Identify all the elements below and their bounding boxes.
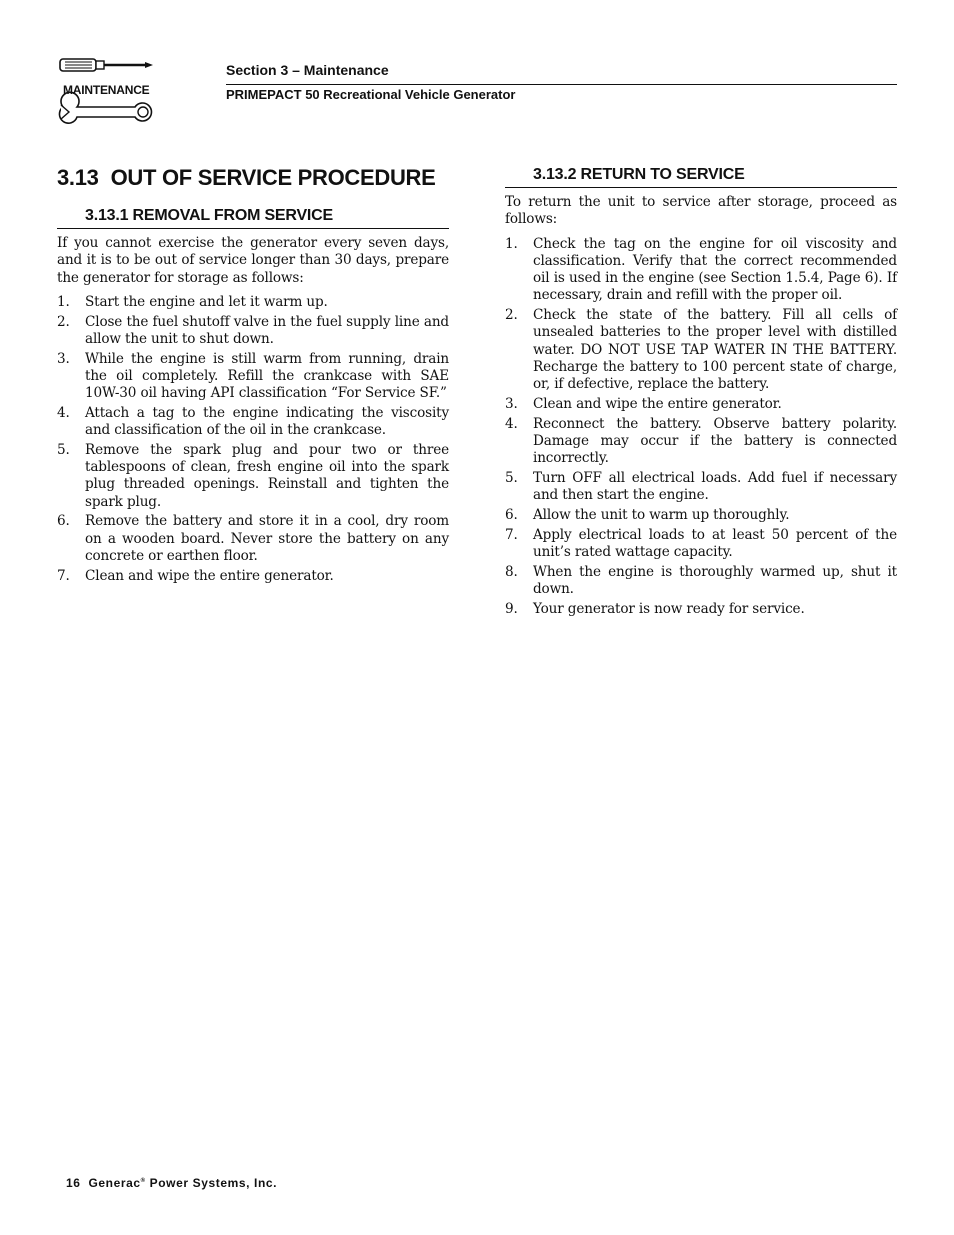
list-item: 6. Remove the battery and store it in a cool, dry room on a wooden board. Never store the battery on any concrete or earthen floor. [57, 513, 449, 564]
section-title: Section 3 – Maintenance [226, 62, 389, 78]
list-item: 2. Close the fuel shutoff valve in the fuel supply line and allow the unit to shut down. [57, 313, 449, 347]
heading-number: 3.13 [57, 165, 99, 190]
page-number: 16 [66, 1176, 81, 1190]
logo-label: MAINTENANCE [63, 83, 150, 97]
heading-title: OUT OF SERVICE PROCEDURE [110, 165, 436, 190]
list-item: 2. Check the state of the battery. Fill all cells of unsealed batteries to the proper level with distilled water. DO NOT USE TAP WATER IN THE BATTERY. Recharge the battery to 100 percent state of charge, or, if defective, replace the battery. [505, 307, 897, 393]
list-item: 6. Allow the unit to warm up thoroughly. [505, 507, 790, 523]
page-heading [57, 165, 436, 191]
company-suffix: Power Systems, Inc. [149, 1176, 278, 1190]
company-name: Generac [88, 1176, 141, 1190]
page-footer [66, 1176, 277, 1190]
removal-heading: 3.13.1 REMOVAL FROM SERVICE [57, 207, 449, 229]
list-item: 4. Attach a tag to the engine indicating the viscosity and classification of the oil in the crankcase. [57, 404, 449, 439]
list-item: 9. Your generator is now ready for service. [505, 600, 805, 617]
list-item: 3. Clean and wipe the entire generator. [505, 396, 782, 413]
header-rule [226, 84, 897, 85]
return-section [505, 166, 897, 620]
list-item: 4. Reconnect the battery. Observe battery polarity. Damage may occur if the battery is connected incorrectly. [505, 415, 897, 467]
list-item: 1. Start the engine and let it warm up. [57, 293, 328, 310]
list-item: 7. Clean and wipe the entire generator. [57, 567, 334, 584]
registered-mark: ® [140, 1178, 146, 1184]
list-item: 3. While the engine is still warm from running, drain the oil completely. Refill the crankcase with SAE 10W-30 oil having API classification “For Service SF.” [57, 350, 449, 402]
product-title: PRIMEPACT 50 Recreational Vehicle Generator [226, 87, 516, 102]
return-intro: To return the unit to service after storage, proceed as follows: [505, 194, 897, 228]
list-item: 8. When the engine is thoroughly warmed up, shut it down. [505, 563, 897, 597]
return-steps [505, 236, 897, 618]
removal-section [57, 207, 449, 587]
list-item: 1. Check the tag on the engine for oil viscosity and classification. Verify that the correct recommended oil is used in the engine (see Section 1.5.4, Page 6). If necessary, drain and refill with the proper oil. [505, 235, 897, 304]
list-item: 7. Apply electrical loads to at least 50 percent of the unit’s rated wattage capacity. [505, 526, 897, 560]
maintenance-logo [57, 55, 157, 129]
list-item: 5. Turn OFF all electrical loads. Add fuel if necessary and then start the engine. [505, 470, 897, 504]
list-item: 5. Remove the spark plug and pour two or three tablespoons of clean, fresh engine oil into the spark plug threaded openings. Reinstall and tighten the spark plug. [57, 441, 449, 510]
removal-steps [57, 294, 449, 585]
removal-intro: If you cannot exercise the generator every seven days, and it is to be out of service longer than 30 days, prepare the generator for storage as follows: [57, 235, 449, 286]
return-heading: 3.13.2 RETURN TO SERVICE [505, 166, 897, 188]
